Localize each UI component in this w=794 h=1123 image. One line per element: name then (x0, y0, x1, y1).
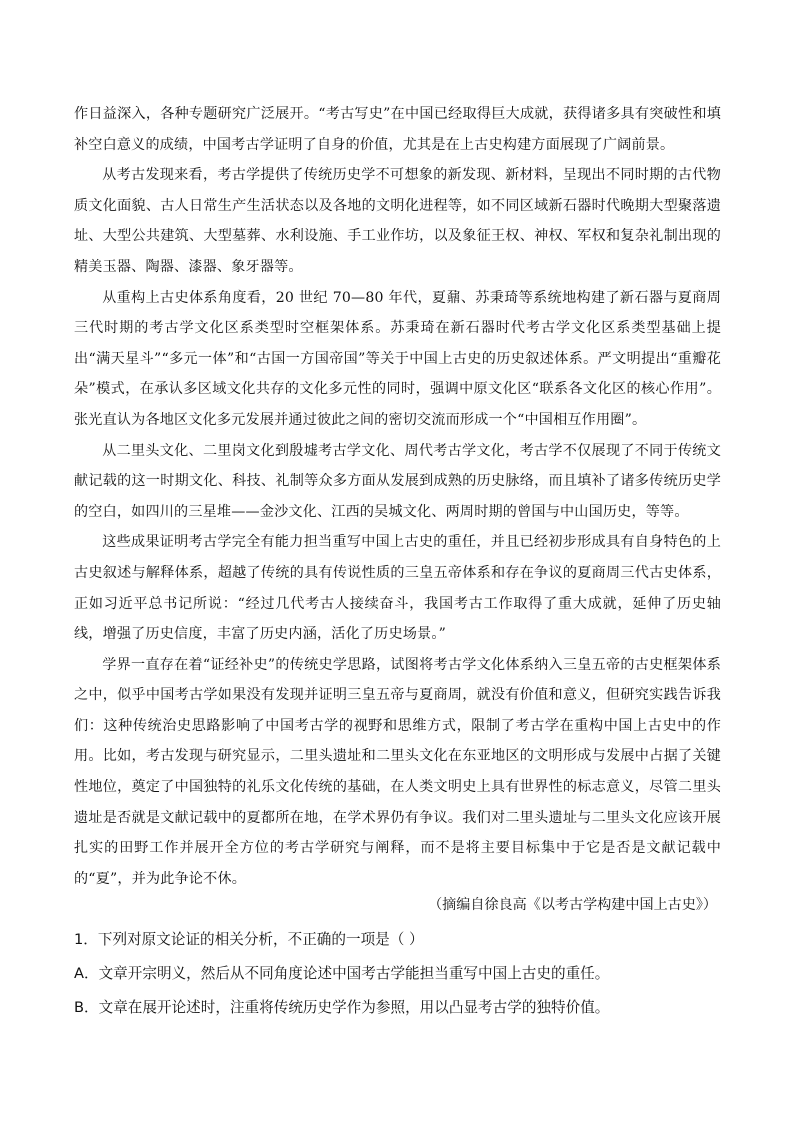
question-block (74, 923, 734, 1025)
paragraph-6: 学界一直存在着“证经补史”的传统史学思路，试图将考古学文化体系纳入三皇五帝的古史框架体系之中，似乎中国考古学如果没有发现并证明三皇五帝与夏商周，就没有价值和意义，但研究实践告诉我们：这种传统治史思路影响了中国考古学的视野和思维方式，限制了考古学在重构中国上古史中的作用。比如，考古发现与研究显示，二里头遗址和二里头文化在东亚地区的文明形成与发展中占据了关键性地位，奠定了中国独特的礼乐文化传统的基础，在人类文明史上具有世界性的标志意义，尽管二里头遗址是否就是文献记载中的夏都所在地，在学术界仍有争议。我们对二里头遗址与二里头文化应该开展扎实的田野工作并展开全方位的考古学研究与阐释，而不是将主要目标集中于它是否是文献记载中的“夏”，并为此争论不休。 (74, 656, 721, 887)
question-1-option-a: A．文章开宗明义，然后从不同角度论述中国考古学能担当重写中国上古史的重任。 (74, 965, 610, 982)
reading-passage (74, 99, 721, 894)
paragraph-5: 这些成果证明考古学完全有能力担当重写中国上古史的重任，并且已经初步形成具有自身特色的上古史叙述与解释体系，超越了传统的具有传说性质的三皇五帝体系和存在争议的夏商周三代古史体系，正如习近平总书记所说：“经过几代考古人接续奋斗，我国考古工作取得了重大成就，延伸了历史轴线，增强了历史信度，丰富了历史内涵，活化了历史场景。” (74, 534, 721, 643)
question-1-option-b: B．文章在展开论述时，注重将传统历史学作为参照，用以凸显考古学的独特价值。 (74, 999, 610, 1016)
paragraph-2: 从考古发现来看，考古学提供了传统历史学不可想象的新发现、新材料，呈现出不同时期的古代物质文化面貌、古人日常生产生活状态以及各地的文明化进程等，如不同区域新石器时代晚期大型聚落遗址、大型公共建筑、大型墓葬、水利设施、手工业作坊，以及象征王权、神权、军权和复杂礼制出现的精美玉器、陶器、漆器、象牙器等。 (74, 167, 721, 275)
paragraph-3: 从重构上古史体系角度看，20 世纪 70—80 年代，夏鼐、苏秉琦等系统地构建了新石器与夏商周三代时期的考古学文化区系类型时空框架体系。苏秉琦在新石器时代考古学文化区系类型基础上提出“满天星斗”“多元一体”和“古国一方国帝国”等关于中国上古史的历史叙述体系。严文明提出“重瓣花朵”模式，在承认多区域文化共存的文化多元性的同时，强调中原文化区“联系各文化区的核心作用”。张光直认为各地区文化多元发展并通过彼此之间的密切交流而形成一个“中国相互作用圈”。 (74, 289, 721, 428)
question-1-stem: 1．下列对原文论证的相关分析，不正确的一项是（ ） (74, 931, 424, 948)
source-citation: （摘编自徐良高《以考古学构建中国上古史》） (428, 897, 717, 913)
paragraph-4: 从二里头文化、二里岗文化到殷墟考古学文化、周代考古学文化，考古学不仅展现了不同于传统文献记载的这一时期文化、科技、礼制等众多方面从发展到成熟的历史脉络，而且填补了诸多传统历史学的空白，如四川的三星堆——金沙文化、江西的吴城文化、两周时期的曾国与中山国历史，等等。 (74, 442, 721, 520)
paragraph-1: 作日益深入，各种专题研究广泛展开。“考古写史”在中国已经取得巨大成就，获得诸多具有突破性和填补空白意义的成绩，中国考古学证明了自身的价值，尤其是在上古史构建方面展现了广阔前景。 (74, 106, 721, 153)
